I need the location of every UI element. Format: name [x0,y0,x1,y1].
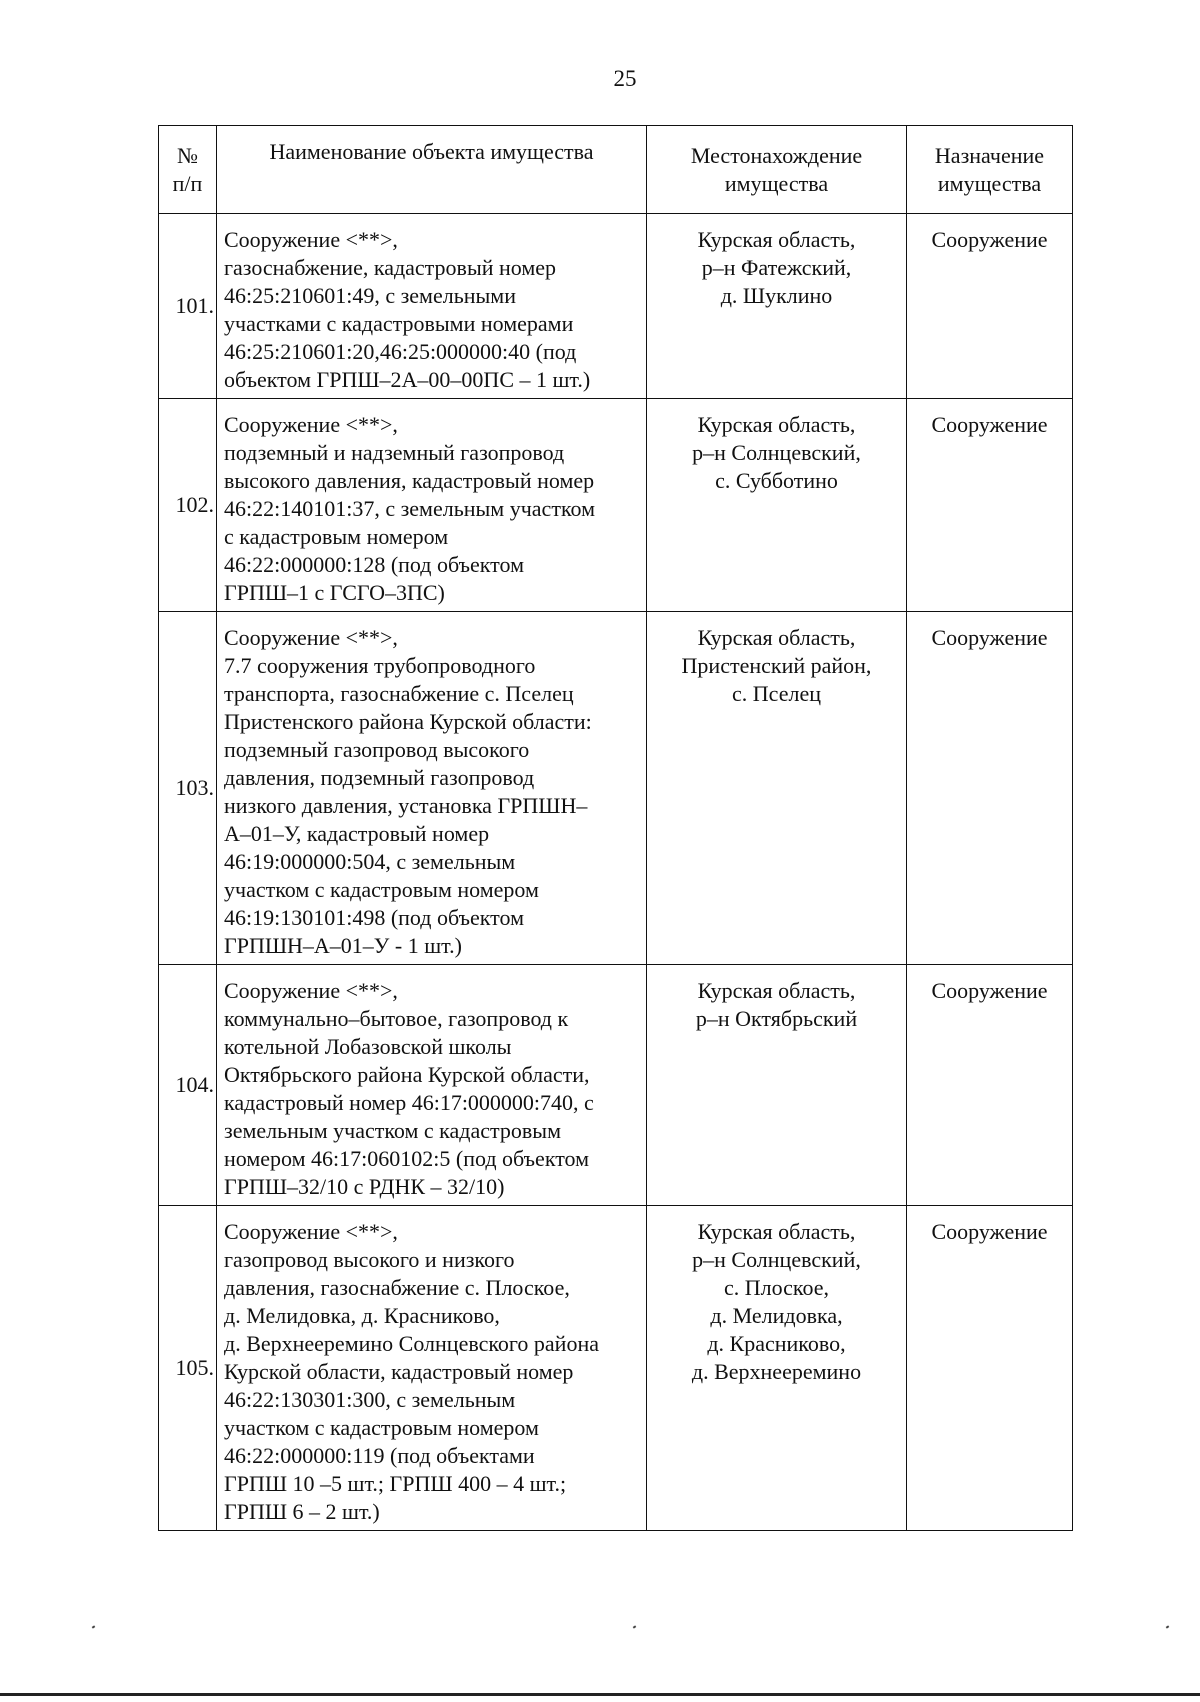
header-num-line: № [177,142,198,168]
header-name [217,126,647,214]
object-name-line: 46:22:140101:37, с земельным участком [224,496,596,521]
page-number: 25 [613,66,637,91]
location-line: Курская область, [697,412,856,437]
location-line: р–н Солнцевский, [692,1247,861,1272]
object-name-line: котельной Лобазовской школы [224,1034,512,1059]
table-row [159,214,1073,399]
scan-speck [1166,1625,1170,1628]
object-name-line: Сооружение <**>, [224,412,398,437]
object-name-line: 46:22:000000:119 (под объектами [224,1443,535,1468]
location-line: с. Плоское, [723,1275,830,1300]
header-location [647,126,907,214]
header-purpose [907,126,1073,214]
table-row [159,1206,1073,1531]
location-line: д. Мелидовка, [710,1303,843,1328]
object-name-line: Сооружение <**>, [224,1219,398,1244]
location-line: д. Верхнееремино [691,1359,862,1384]
object-name-line: 46:22:130301:300, с земельным [224,1387,516,1412]
purpose-cell: Сооружение [907,214,1073,399]
property-table [158,125,1073,1531]
header-num [159,126,217,214]
object-name-line: 46:19:130101:498 (под объектом [224,905,525,930]
object-name-line: 7.7 сооружения трубопроводного [224,653,536,678]
object-name-line: газопровод высокого и низкого [224,1247,515,1272]
table-body [159,214,1073,1531]
object-name-line: низкого давления, установка ГРПШН– [224,793,588,818]
object-name-line: Сооружение <**>, [224,978,398,1003]
object-name-line: А–01–У, кадастровый номер [224,821,490,846]
row-number-cell: 105. [159,1206,217,1531]
header-num-line: п/п [172,170,203,196]
object-name-cell [217,965,647,1206]
object-name-line: участком с кадастровым номером [224,877,539,902]
object-name-line: участком с кадастровым номером [224,1415,539,1440]
location-line: Курская область, [697,978,856,1003]
object-name-line: ГРПШ–32/10 с РДНК – 32/10) [224,1174,505,1199]
location-cell [647,1206,907,1531]
object-name-line: высокого давления, кадастровый номер [224,468,595,493]
location-cell [647,612,907,965]
location-line: с. Пселец [732,681,821,706]
object-name-cell [217,1206,647,1531]
location-cell [647,399,907,612]
object-name-line: Курской области, кадастровый номер [224,1359,574,1384]
object-name-line: ГРПШН–А–01–У - 1 шт.) [224,933,462,958]
object-name-cell [217,399,647,612]
table-row [159,612,1073,965]
location-line: с. Субботино [715,468,838,493]
location-line: Курская область, [697,227,856,252]
object-name-line: номером 46:17:060102:5 (под объектом [224,1146,590,1171]
object-name-line: ГРПШ 10 –5 шт.; ГРПШ 400 – 4 шт.; [224,1471,567,1496]
object-name-line: коммунально–бытовое, газопровод к [224,1006,569,1031]
table-row [159,965,1073,1206]
header-location-line: имущества [724,170,829,196]
location-line: Пристенский район, [681,653,872,678]
location-line: р–н Октябрьский [695,1006,858,1031]
object-name-line: Октябрьского района Курской области, [224,1062,590,1087]
object-name-line: подземный газопровод высокого [224,737,530,762]
object-name-line: с кадастровым номером [224,524,449,549]
location-line: Курская область, [697,625,856,650]
purpose-cell: Сооружение [907,965,1073,1206]
scan-bottom-edge [0,1693,1200,1696]
row-number-cell: 101. [159,214,217,399]
table-row [159,399,1073,612]
object-name-line: объектом ГРПШ–2А–00–00ПС – 1 шт.) [224,367,591,392]
object-name-line: транспорта, газоснабжение с. Пселец [224,681,574,706]
location-line: р–н Солнцевский, [692,440,861,465]
row-number-cell: 103. [159,612,217,965]
object-name-line: ГРПШ–1 с ГСГО–3ПС) [224,580,445,605]
object-name-cell [217,612,647,965]
header-purpose-line: имущества [937,170,1042,196]
location-line: Курская область, [697,1219,856,1244]
object-name-line: 46:25:210601:49, с земельными [224,283,517,308]
scan-speck [92,1625,96,1628]
object-name-line: давления, газоснабжение с. Плоское, [224,1275,570,1300]
object-name-line: подземный и надземный газопровод [224,440,565,465]
purpose-cell: Сооружение [907,612,1073,965]
purpose-cell: Сооружение [907,1206,1073,1531]
object-name-line: давления, подземный газопровод [224,765,535,790]
object-name-cell [217,214,647,399]
location-cell [647,965,907,1206]
row-number-cell: 102. [159,399,217,612]
header-location-line: Местонахождение [690,142,863,168]
location-line: д. Шуклино [720,283,833,308]
row-number-cell: 104. [159,965,217,1206]
object-name-line: 46:22:000000:128 (под объектом [224,552,525,577]
object-name-line: земельным участком с кадастровым [224,1118,561,1143]
scan-speck [633,1625,637,1628]
object-name-line: д. Мелидовка, д. Красниково, [224,1303,500,1328]
table-header-row [159,126,1073,214]
header-name-line: Наименование объекта имущества [269,139,594,164]
object-name-line: д. Верхнееремино Солнцевского района [224,1331,599,1356]
location-cell [647,214,907,399]
object-name-line: Пристенского района Курской области: [224,709,592,734]
header-purpose-line: Назначение [934,142,1045,168]
object-name-line: участками с кадастровыми номерами [224,311,574,336]
location-line: д. Красниково, [707,1331,846,1356]
purpose-cell: Сооружение [907,399,1073,612]
object-name-line: 46:19:000000:504, с земельным [224,849,516,874]
object-name-line: ГРПШ 6 – 2 шт.) [224,1499,380,1524]
location-line: р–н Фатежский, [701,255,852,280]
object-name-line: 46:25:210601:20,46:25:000000:40 (под [224,339,577,364]
object-name-line: кадастровый номер 46:17:000000:740, с [224,1090,594,1115]
object-name-line: Сооружение <**>, [224,625,398,650]
object-name-line: газоснабжение, кадастровый номер [224,255,557,280]
object-name-line: Сооружение <**>, [224,227,398,252]
